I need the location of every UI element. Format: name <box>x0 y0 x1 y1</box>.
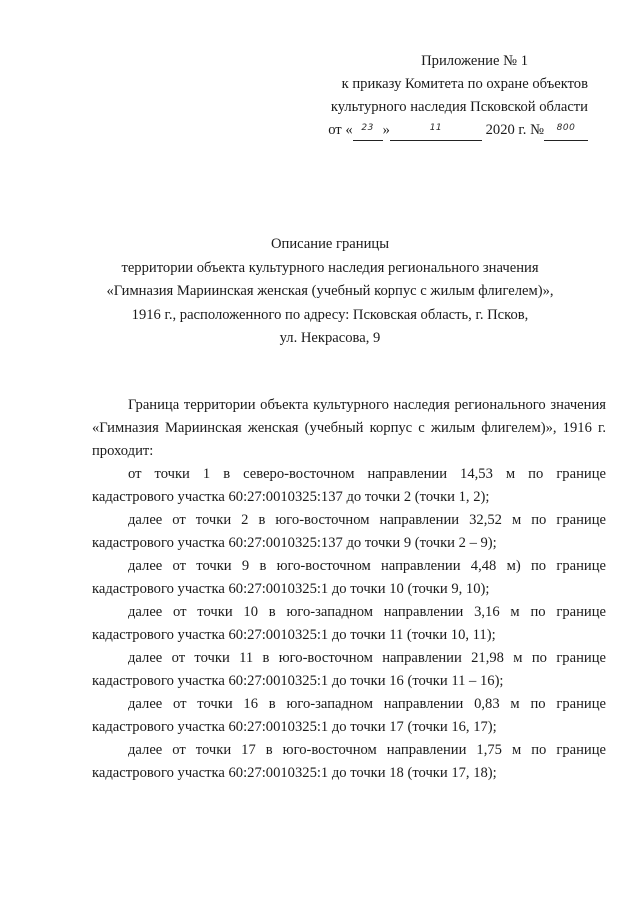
title-line-5: ул. Некрасова, 9 <box>279 330 381 346</box>
appendix-committee: культурного наследия Псковской области <box>330 99 588 115</box>
appendix-order-ref: к приказу Комитета по охране объектов <box>341 76 588 92</box>
year-and-number-label: 2020 г. № <box>485 122 544 138</box>
document-body <box>92 394 606 785</box>
title-line-3: «Гимназия Мариинская женская (учебный корпус с жилым флигелем)», <box>106 283 554 299</box>
title-line-1: Описание границы <box>270 236 390 252</box>
paragraph-segment-2: далее от точки 2 в юго-восточном направлении 32,52 м по границе кадастрового участка 60:27:0010325:137 до точки 9 (точки 2 – 9); <box>92 512 606 551</box>
paragraph-segment-7: далее от точки 17 в юго-восточном направлении 1,75 м по границе кадастрового участка 60:27:0010325:1 до точки 18 (точки 17, 18); <box>92 742 606 781</box>
day-handwritten: 23 <box>361 123 374 133</box>
paragraph-segment-3: далее от точки 9 в юго-восточном направлении 4,48 м) по границе кадастрового участка 60:27:0010325:1 до точки 10 (точки 9, 10); <box>92 558 606 597</box>
day-field <box>353 122 383 141</box>
number-handwritten: 800 <box>556 123 576 133</box>
paragraph-segment-4: далее от точки 10 в юго-западном направлении 3,16 м по границе кадастрового участка 60:27:0010325:1 до точки 11 (точки 10, 11); <box>92 604 606 643</box>
paragraph-segment-1: от точки 1 в северо-восточном направлении 14,53 м по границе кадастрового участка 60:27:0010325:137 до точки 2 (точки 1, 2); <box>92 466 606 505</box>
appendix-date-line <box>248 119 588 142</box>
appendix-header <box>248 50 588 142</box>
month-field <box>390 122 482 141</box>
date-mid: » <box>382 122 390 138</box>
paragraph-intro: Граница территории объекта культурного наследия регионального значения «Гимназия Мариинская женская (учебный корпус с жилым флигелем)», 1916 г. проходит: <box>92 397 606 459</box>
document-title <box>60 233 600 351</box>
title-line-2: территории объекта культурного наследия регионального значения <box>121 259 539 276</box>
paragraph-segment-6: далее от точки 16 в юго-западном направлении 0,83 м по границе кадастрового участка 60:27:0010325:1 до точки 17 (точки 16, 17); <box>92 696 606 735</box>
number-field <box>544 122 588 141</box>
paragraph-segment-5: далее от точки 11 в юго-восточном направлении 21,98 м по границе кадастрового участка 60:27:0010325:1 до точки 16 (точки 11 – 16); <box>92 650 606 689</box>
appendix-title: Приложение № 1 <box>421 53 528 69</box>
title-line-4: 1916 г., расположенного по адресу: Псковская область, г. Псков, <box>131 306 529 323</box>
month-handwritten: 11 <box>429 123 443 133</box>
date-prefix: от « <box>328 122 353 138</box>
